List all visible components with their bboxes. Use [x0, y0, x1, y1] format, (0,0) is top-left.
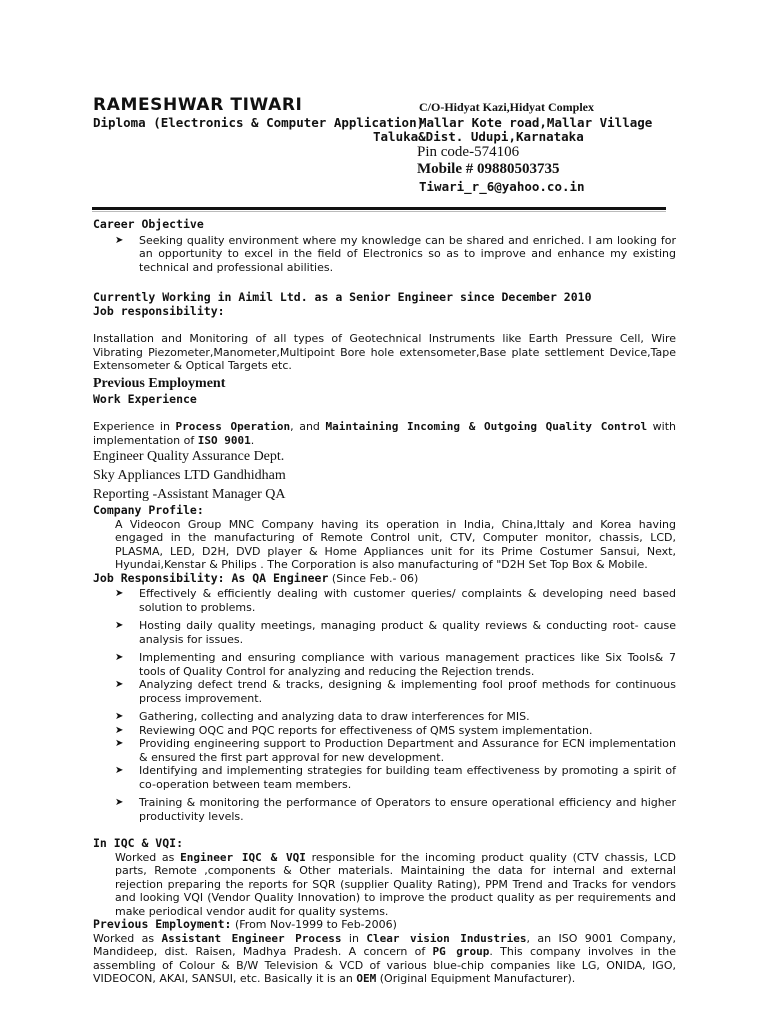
reporting-line: Reporting -Assistant Manager QA	[93, 487, 286, 502]
responsibility-text: Training & monitoring the performance of Operators to ensure operational efficiency and higher productivity levels.	[139, 796, 676, 823]
arrow-bullet-icon: ➤	[115, 797, 124, 808]
responsibility-item	[93, 710, 676, 724]
previous-employment-heading: Previous Employment	[93, 375, 226, 391]
previous-employment-2-text: Worked as Assistant Engineer Process in Clear vision Industries, an ISO 9001 Company, Mandideep, dist. Raisen, Madhya Pradesh. A concern of PG group. This company involves in the assembling of Colour & B/W Television & VCD of various blue-chip companies like LG, ONIDA, IGO, VIDEOCON, AKAI, SANSUI, etc. Basically it is an OEM (Original Equipment Manufacturer).	[93, 931, 677, 985]
responsibility-item	[93, 737, 676, 764]
responsibility-text: Hosting daily quality meetings, managing product & quality reviews & conducting root- cause analysis for issues.	[139, 619, 676, 646]
header-divider	[92, 207, 666, 210]
iqc-text: Worked as Engineer IQC & VQI responsible for the incoming product quality (CTV chassis, LCD parts, Remote ,components & Other materials. Maintaining the data for internal and external rejection preparing the reports for SQR (supplier Quality Rating), PPM Trend and Tracks for vendors and looking VQI (Vendor Quality Innovation) to improve the product quality as per requirements and make periodical vendor audit for quality systems.	[115, 850, 676, 918]
responsibility-item	[93, 651, 676, 678]
arrow-bullet-icon: ➤	[115, 652, 124, 663]
arrow-bullet-icon: ➤	[115, 711, 124, 722]
responsibility-item	[93, 619, 676, 646]
responsibility-text: Identifying and implementing strategies for building team effectiveness by promoting a spirit of co-operation between team members.	[139, 764, 676, 791]
arrow-bullet-icon: ➤	[115, 738, 124, 749]
address-line-2: Mallar Kote road,Mallar Village	[419, 115, 653, 130]
arrow-bullet-icon: ➤	[115, 765, 124, 776]
career-objective-heading: Career Objective	[93, 217, 204, 231]
responsibility-text: Effectively & efficiently dealing with customer queries/ complaints & developing need based solution to problems.	[139, 587, 676, 614]
arrow-bullet-icon: ➤	[115, 234, 124, 246]
email-address: Tiwari_r_6@yahoo.co.in	[419, 179, 585, 194]
career-objective-text: Seeking quality environment where my knowledge can be shared and enriched. I am looking for an opportunity to excel in the field of Electronics so as to improve and enhance my existing technical and professional abilities.	[139, 233, 676, 274]
responsibility-text: Gathering, collecting and analyzing data to draw interferences for MIS.	[139, 710, 530, 723]
job-responsibility-qa-heading: Job Responsibility: As QA Engineer (Since Feb.- 06)	[93, 570, 419, 585]
company-profile-text: A Videocon Group MNC Company having its operation in India, China,Ittaly and Korea having engaged in the manufacturing of Remote Control unit, CTV, Computer monitor, chassis, LCD, PLASMA, LED, D2H, DVD player & Home Appliances unit for its Prime Costumer Sansui, Next, Hyundai,Kenstar & Philips . The Corporation is also manufacturing of "D2H Set Top Box & Mobile.	[115, 517, 676, 571]
previous-employment-2-heading: Previous Employment: (From Nov-1999 to Feb-2006)	[93, 917, 397, 931]
responsibility-list	[93, 587, 676, 823]
candidate-name: RAMESHWAR TIWARI	[93, 95, 303, 115]
experience-summary: Experience in Process Operation, and Maintaining Incoming & Outgoing Quality Control with implementation of ISO 9001.	[93, 420, 676, 447]
responsibility-text: Implementing and ensuring compliance with various management practices like Six Tools& 7 tools of Quality Control for analyzing and reducing the Rejection trends.	[139, 651, 676, 678]
work-experience-heading: Work Experience	[93, 391, 197, 406]
pin-code: Pin code-574106	[417, 144, 520, 160]
responsibility-text: Reviewing OQC and PQC reports for effectiveness of QMS system implementation.	[139, 723, 593, 737]
resume-body	[93, 218, 676, 986]
dept-line: Engineer Quality Assurance Dept.	[93, 449, 285, 464]
company-line: Sky Appliances LTD Gandhidham	[93, 468, 286, 483]
current-job-text: Installation and Monitoring of all types of Geotechnical Instruments like Earth Pressure Cell, Wire Vibrating Piezometer,Manometer,Multipoint Bore hole extensometer,Base plate settlement Device,Tape Extensometer & Optical Targets etc.	[93, 332, 676, 372]
arrow-bullet-icon: ➤	[115, 679, 124, 690]
responsibility-item	[93, 764, 676, 791]
responsibility-text: Providing engineering support to Production Department and Assurance for ECN implementation & ensured the first part approval for new development.	[139, 737, 676, 764]
arrow-bullet-icon: ➤	[115, 588, 124, 599]
responsibility-item	[93, 724, 676, 738]
mobile-number: Mobile # 09880503735	[417, 161, 560, 177]
current-job-heading: Currently Working in Aimil Ltd. as a Senior Engineer since December 2010	[93, 290, 592, 304]
address-line-3: Taluka&Dist. Udupi,Karnataka	[373, 129, 584, 144]
responsibility-item	[93, 678, 676, 705]
address-line-1: C/O-Hidyat Kazi,Hidyat Complex	[419, 100, 594, 114]
responsibility-text: Analyzing defect trend & tracks, designing & implementing fool proof methods for continuous process improvement.	[139, 678, 676, 705]
responsibility-item	[93, 587, 676, 614]
arrow-bullet-icon: ➤	[115, 620, 124, 631]
arrow-bullet-icon: ➤	[115, 724, 124, 736]
responsibility-item	[93, 796, 676, 823]
header-divider-shadow	[92, 211, 666, 212]
diploma-line: Diploma (Electronics & Computer Application)	[93, 115, 425, 130]
career-objective-item	[93, 234, 676, 275]
company-profile-heading: Company Profile:	[93, 503, 204, 517]
job-responsibility-heading: Job responsibility:	[93, 303, 225, 318]
iqc-heading: In IQC & VQI:	[93, 836, 184, 850]
